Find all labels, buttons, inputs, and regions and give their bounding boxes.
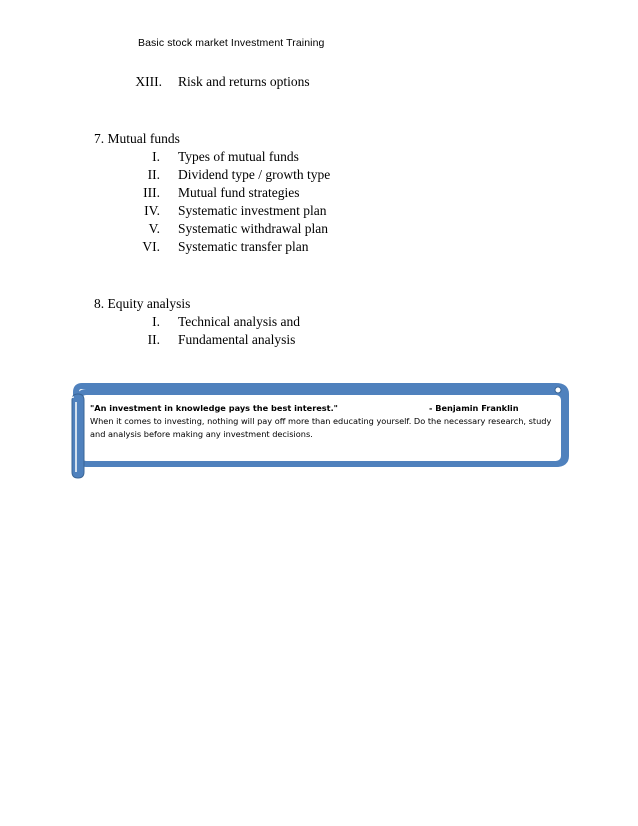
list-numeral: I. [152,314,160,329]
quote-body: When it comes to investing, nothing will pay off more than educating yourself. Do the necessary research, study and analysis before making any investment decisions. [90,416,552,439]
list-item [0,167,638,183]
quote-line [90,402,560,415]
list-numeral: II. [147,167,160,182]
quote-content [90,402,560,441]
list-item-text: Types of mutual funds [178,149,299,164]
list-item-text: Systematic transfer plan [178,239,309,254]
list-item [0,185,638,201]
list-item-text: Technical analysis and [178,314,301,329]
list-item [0,74,638,90]
list-item-text: Mutual fund strategies [178,185,300,200]
section-heading-equity-analysis: 8. Equity analysis [94,296,191,311]
quote-callout [66,380,574,482]
list-numeral: III. [143,185,160,200]
list-item-text: Systematic withdrawal plan [178,221,328,236]
list-numeral: XIII. [135,74,162,89]
page-header-title: Basic stock market Investment Training [138,37,325,49]
list-item [0,221,638,237]
list-item-text: Systematic investment plan [178,203,327,218]
list-numeral: IV. [144,203,160,218]
list-item [0,203,638,219]
section-heading-mutual-funds: 7. Mutual funds [94,131,180,146]
list-numeral: VI. [142,239,160,254]
list-numeral: II. [147,332,160,347]
quote-text: "An investment in knowledge pays the best interest." [90,403,338,413]
quote-author: - Benjamin Franklin [429,403,519,413]
list-numeral: V. [148,221,160,236]
list-item [0,314,638,330]
list-item-text: Dividend type / growth type [178,167,331,182]
list-item-text: Risk and returns options [178,74,310,89]
list-item [0,332,638,348]
list-item-text: Fundamental analysis [178,332,296,347]
scroll-left-roll [72,394,84,478]
list-numeral: I. [152,149,160,164]
scroll-curl-dot [555,387,561,393]
list-item [0,149,638,165]
list-item [0,239,638,255]
